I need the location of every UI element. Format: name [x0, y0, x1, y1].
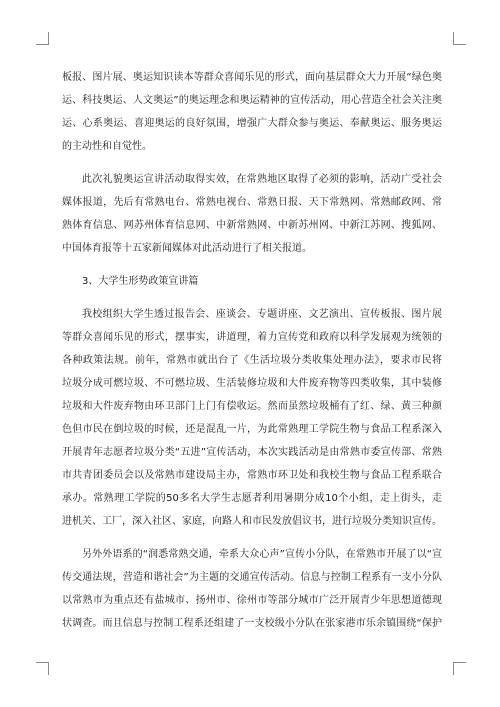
text-line: 承办。常熟理工学院的50多名大学生志愿者利用暑期分成10个小组，走上街头，走: [62, 493, 442, 504]
text-line: 传交通法规，营造和谐社会”为主题的交通宣传活动。信息与控制工程系有一支小分队: [62, 572, 442, 583]
text-line: 各种政策法规。前年，常熟市就出台了《生活垃圾分类收集处理办法》，要求市民将: [62, 355, 442, 366]
section-heading-text: 3、大学生形势政策宣讲篇: [82, 276, 199, 287]
crop-mark-bottom-left: [36, 662, 49, 675]
paragraph-traffic-campaign: [62, 543, 442, 635]
text-line: 色但市民在倒垃圾的时候，还是混乱一片，为此常熟理工学院生物与食品工程系深入: [62, 424, 442, 435]
text-line: 运、心系奥运、喜迎奥运的良好氛围，增强广大群众参与奥运、奉献奥运、服务奥运: [62, 118, 442, 129]
paragraph-olympic-campaign: [62, 66, 442, 158]
text-line: 板报、图片展、奥运知识读本等群众喜闻乐见的形式，面向基层群众大力开展“绿色奥: [62, 72, 442, 83]
text-line: 开展青年志愿者垃圾分类“五进”宣传活动，本次实践活动是由常熟市委宣传部、常熟: [62, 447, 442, 458]
section-heading: [62, 270, 442, 293]
text-line: 状调查。而且信息与控制工程系还组建了一支校级小分队在张家港市乐余镇围绕“保护: [62, 618, 442, 629]
crop-mark-top-right: [453, 32, 466, 45]
text-line: 垃圾分成可燃垃圾、不可燃垃圾、生活装修垃圾和大件废弃物等四类收集，其中装修: [62, 378, 442, 389]
text-line: 我校组织大学生透过报告会、座谈会、专题讲座、文艺演出、宣传板报、图片展: [82, 309, 442, 320]
paragraph-policy-outreach: [62, 303, 442, 533]
text-line: 市共青团委员会以及常熟市建设局主办，常熟市环卫处和我校生物与食品工程系联合: [62, 470, 442, 481]
text-line: 熟体育信息、网苏州体育信息网、中新常熟网、中新苏州网、中新江苏网、搜狐网、: [62, 220, 442, 231]
paragraph-media-coverage: [62, 168, 442, 260]
text-line: 另外外语系的“润悉常熟交通，牵系大众心声”宣传小分队，在常熟市开展了以“宣: [82, 549, 442, 560]
text-line: 等群众喜闻乐见的形式，摆事实，讲道理，着力宣传党和政府以科学发展观为统领的: [62, 332, 442, 343]
crop-mark-bottom-right: [453, 662, 466, 675]
text-line: 以常熟市为重点还有盐城市、扬州市、徐州市等部分城市广泛开展青少年思想道德现: [62, 595, 442, 606]
text-line: 垃圾和大件废弃物由环卫部门上门有偿收运。然而虽然垃圾桶有了红、绿、黄三种颜: [62, 401, 442, 412]
text-line: 进机关、工厂，深入社区、家庭，向路人和市民发放倡议书，进行垃圾分类知识宣传。: [62, 516, 442, 527]
text-line: 中国体育报等十五家新闻媒体对此活动进行了相关报道。: [62, 243, 312, 254]
text-line: 运、科技奥运、人文奥运”的奥运理念和奥运精神的宣传活动，用心营造全社会关注奥: [62, 95, 442, 106]
text-line: 此次礼貌奥运宣讲活动取得实效，在常熟地区取得了必须的影响，活动广受社会: [82, 174, 442, 185]
crop-mark-top-left: [36, 32, 49, 45]
text-line: 媒体报道，先后有常熟电台、常熟电视台、常熟日报、天下常熟网、常熟邮政网、常: [62, 197, 442, 208]
document-body: [62, 66, 442, 635]
text-line: 的主动性和自觉性。: [62, 141, 152, 152]
